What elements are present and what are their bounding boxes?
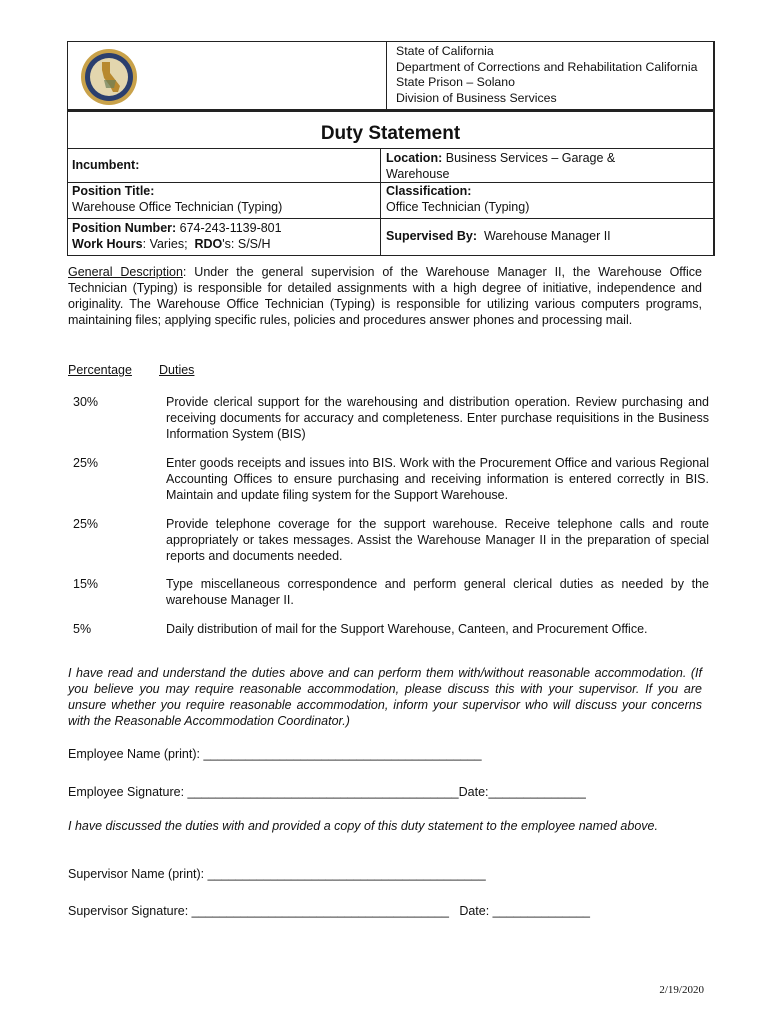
agency-header [67,41,715,111]
percentage-header: Percentage [68,363,132,377]
acknowledgement-statement: I have read and understand the duties above and can perform them with/without reasonable accommodation. (If you believe you may require reasonable accommodation, please discuss this with your supervisor. If you are unsure whether you require reasonable accommodation, inform your supervisor who will discuss your concerns with the Reasonable Accommodation Coordinator.) [68,666,702,729]
supervisor-name-field[interactable]: Supervisor Name (print): ________________________________________ [68,867,486,881]
supervised-by-label: Supervised By: [386,229,478,243]
position-number-value: 674-243-1139-801 [179,221,282,235]
supervised-by-field [386,228,611,244]
duty-percentage: 25% [73,456,99,470]
position-number-field [72,220,282,236]
position-number-label: Position Number: [72,221,177,235]
general-description-label: General Description [68,265,183,279]
agency-line-prison: State Prison – Solano [396,75,515,89]
duty-percentage: 5% [73,622,92,636]
agency-line-state: State of California [396,44,494,58]
duty-percentage: 15% [73,577,99,591]
duty-percentage: 25% [73,517,99,531]
position-title-label: Position Title: [72,184,155,198]
location-field [386,150,615,166]
employee-name-field[interactable]: Employee Name (print): ________________________________________ [68,747,482,761]
duty-text: Daily distribution of mail for the Support Warehouse, Canteen, and Procurement Office. [166,622,648,636]
state-of-california-seal-icon [80,48,138,106]
general-description [68,264,702,328]
duty-text: Type miscellaneous correspondence and perform general clerical duties as needed by the warehouse Manager II. [166,577,709,608]
general-description-text: : Under the general supervision of the Warehouse Manager II, the Warehouse Office Technician (Typing) is responsible for detailed assignments with a high degree of initiative, independence and originality. The Warehouse Office Technician (Typing) is responsible for utilizing various computers programs, maintaining files; applying specific rules, policies and procedures answer phones and processing mail. [68,265,703,328]
duty-text: Enter goods receipts and issues into BIS. Work with the Procurement Office and various Regional Accounting Offices to ensure purchasing and receiving information is entered correctly in BIS. Maintain and update filing system for the Support Warehouse. [166,456,709,503]
rdo-label: RDO [194,237,223,251]
classification-value: Office Technician (Typing) [386,200,530,214]
employee-signature-field[interactable]: Employee Signature: _______________________________________Date:______________ [68,785,586,799]
agency-line-department: Department of Corrections and Rehabilitation California [396,59,698,74]
location-value: Business Services – Garage & [445,151,616,165]
rdo-value: 's: S/S/H [222,237,271,251]
location-label: Location: [386,151,443,165]
incumbent-label: Incumbent: [72,158,140,172]
position-info-grid [67,111,715,256]
classification-label: Classification: [386,184,472,198]
location-value-cont: Warehouse [386,167,450,181]
supervisor-signature-field[interactable]: Supervisor Signature: _____________________________________ Date: ______________ [68,904,590,918]
supervisor-statement: I have discussed the duties with and provided a copy of this duty statement to the employee named above. [68,819,658,833]
work-hours-value: : Varies; [142,237,188,251]
footer-date: 2/19/2020 [659,984,704,996]
duty-text: Provide telephone coverage for the support warehouse. Receive telephone calls and route appropriately or takes messages. Assist the Warehouse Manager II in the preparation of special reports and documents needed. [166,517,709,564]
agency-line-division: Division of Business Services [396,90,557,105]
page-title: Duty Statement [320,123,461,144]
duty-text: Provide clerical support for the warehousing and distribution operation. Review purchasing and receiving documents for accuracy and completeness. Enter purchase requisitions in the Business Information System (BIS) [166,395,709,442]
supervised-by-value: Warehouse Manager II [483,229,611,243]
duties-header: Duties [159,363,195,377]
work-hours-label: Work Hours [72,237,143,251]
agency-name-block [396,44,697,106]
position-title-value: Warehouse Office Technician (Typing) [72,200,283,214]
duty-percentage: 30% [73,395,99,409]
work-hours-field [72,236,271,252]
